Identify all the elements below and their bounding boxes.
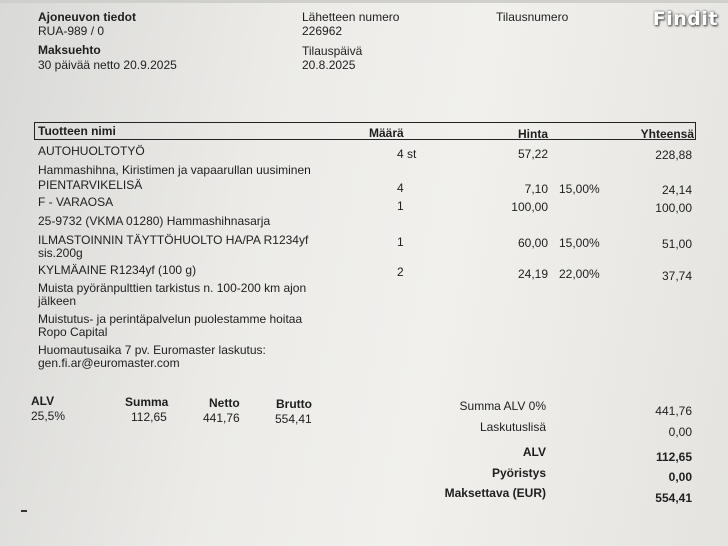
watermark-logo: Findit: [652, 8, 718, 30]
line-item-note: sis.200g: [38, 246, 83, 260]
vat-alv-value: 25,5%: [31, 409, 66, 423]
line-item-qty: 4 st: [397, 147, 417, 161]
line-item-total: 228,88: [655, 148, 692, 162]
page-top-edge: [0, 0, 728, 3]
vehicle-label: Ajoneuvon tiedot: [38, 10, 136, 24]
total-label: Summa ALV 0%: [459, 399, 546, 413]
total-label: Laskutuslisä: [479, 420, 546, 434]
total-label: Pyöristys: [491, 466, 546, 480]
total-label: ALV: [522, 445, 546, 459]
col-qty-header: Määrä: [369, 126, 404, 140]
line-item-qty: 4: [397, 181, 404, 195]
line-item-discount: 22,00%: [559, 267, 600, 281]
line-item-total: 24,14: [661, 183, 692, 197]
line-item-total: 100,00: [655, 201, 692, 215]
note-line: Muistutus- ja perintäpalvelun puolestamme hoitaa: [38, 312, 303, 326]
total-value: 554,41: [655, 491, 692, 505]
note-line: jälkeen: [38, 294, 77, 308]
note-line: gen.fi.ar@euromaster.com: [38, 356, 180, 370]
vat-header-brutto: Brutto: [276, 397, 312, 411]
col-total-header: Yhteensä: [640, 127, 694, 141]
payment-terms-value: 30 päivää netto 20.9.2025: [38, 58, 177, 72]
table-header-box: [34, 122, 696, 140]
total-value: 441,76: [655, 404, 692, 418]
order-number-label: Tilausnumero: [496, 10, 569, 24]
col-price-header: Hinta: [518, 127, 548, 141]
vat-header-netto: Netto: [209, 396, 240, 410]
line-item-price: 7,10: [524, 182, 548, 196]
line-item-name: PIENTARVIKELISÄ: [38, 178, 143, 192]
shipment-label: Lähetteen numero: [302, 10, 400, 24]
note-line: Muista pyöränpulttien tarkistus n. 100-200 km ajon: [38, 281, 307, 295]
order-date-value: 20.8.2025: [302, 58, 356, 72]
line-item-qty: 1: [397, 235, 404, 249]
line-item-qty: 1: [397, 199, 404, 213]
line-item-discount: 15,00%: [559, 236, 600, 250]
line-item-price: 24,19: [517, 267, 548, 281]
note-line: Ropo Capital: [38, 325, 108, 339]
vat-netto-value: 441,76: [203, 411, 240, 425]
vat-header-summa: Summa: [125, 395, 169, 409]
line-item-note: Hammashihna, Kiristimen ja vapaarullan uusiminen: [38, 163, 311, 177]
line-item-note: 25-9732 (VKMA 01280) Hammashihnasarja: [38, 214, 271, 228]
order-date-label: Tilauspäivä: [302, 44, 363, 58]
vehicle-value: RUA-989 / 0: [38, 24, 105, 38]
col-product-header: Tuotteen nimi: [38, 124, 116, 138]
line-item-qty: 2: [397, 265, 404, 279]
line-item-price: 57,22: [517, 147, 548, 161]
margin-mark: [21, 510, 27, 512]
vat-summa-value: 112,65: [131, 410, 167, 424]
line-item-name: ILMASTOINNIN TÄYTTÖHUOLTO HA/PA R1234yf: [38, 233, 309, 247]
total-value: 112,65: [655, 450, 692, 464]
vat-header-alv: ALV: [31, 394, 55, 408]
total-value: 0,00: [668, 470, 692, 484]
line-item-total: 51,00: [661, 237, 692, 251]
total-value: 0,00: [668, 425, 692, 439]
line-item-name: F - VARAOSA: [38, 195, 114, 209]
line-item-name: KYLMÄAINE R1234yf (100 g): [38, 263, 197, 277]
line-item-total: 37,74: [661, 269, 692, 283]
line-item-name: AUTOHUOLTOTYÖ: [38, 144, 145, 158]
line-item-price: 100,00: [511, 200, 548, 214]
line-item-price: 60,00: [517, 236, 548, 250]
total-label: Maksettava (EUR): [444, 486, 546, 500]
payment-terms-label: Maksuehto: [38, 43, 101, 57]
line-item-discount: 15,00%: [559, 182, 600, 196]
shipment-value: 226962: [302, 24, 343, 38]
note-line: Huomautusaika 7 pv. Euromaster laskutus:: [38, 343, 266, 357]
vat-brutto-value: 554,41: [275, 412, 312, 426]
